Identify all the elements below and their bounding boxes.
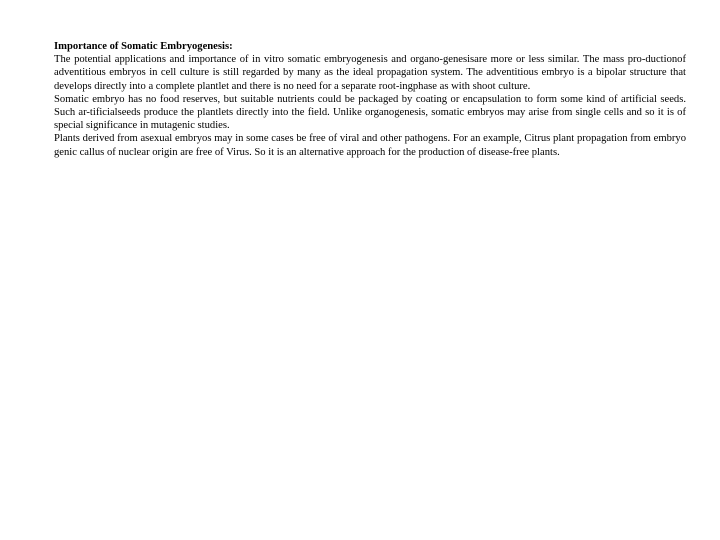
section-heading: Importance of Somatic Embryogenesis: xyxy=(54,41,233,52)
paragraph-artificial-seeds: Somatic embryo has no food reserves, but suitable nutrients could be packaged by coating or encapsulation to form some kind of artificial seeds. Such ar-tificialseeds produce the plantlets directly into the field. Unlike organogenesis, somatic embryos may arise from single cells and so it is of special significance in mutagenic studies. xyxy=(54,93,686,132)
paragraph-disease-free: Plants derived from asexual embryos may in some cases be free of viral and other pathogens. For an example, Citrus plant propagation from embryo genic callus of nuclear origin are free of Virus. So it is an alternative approach for the production of disease-free plants. xyxy=(54,133,686,158)
paragraph-applications: The potential applications and importance of in vitro somatic embryogenesis and organo-genesisare more or less similar. The mass pro-ductionof adventitious embryos in cell culture is still regarded by many as the ideal propagation system. The adventitious embryo is a bipolar structure that develops directly into a complete plantlet and there is no need for a separate root-ingphase as with shoot culture. xyxy=(54,54,686,92)
document-body xyxy=(54,40,686,159)
